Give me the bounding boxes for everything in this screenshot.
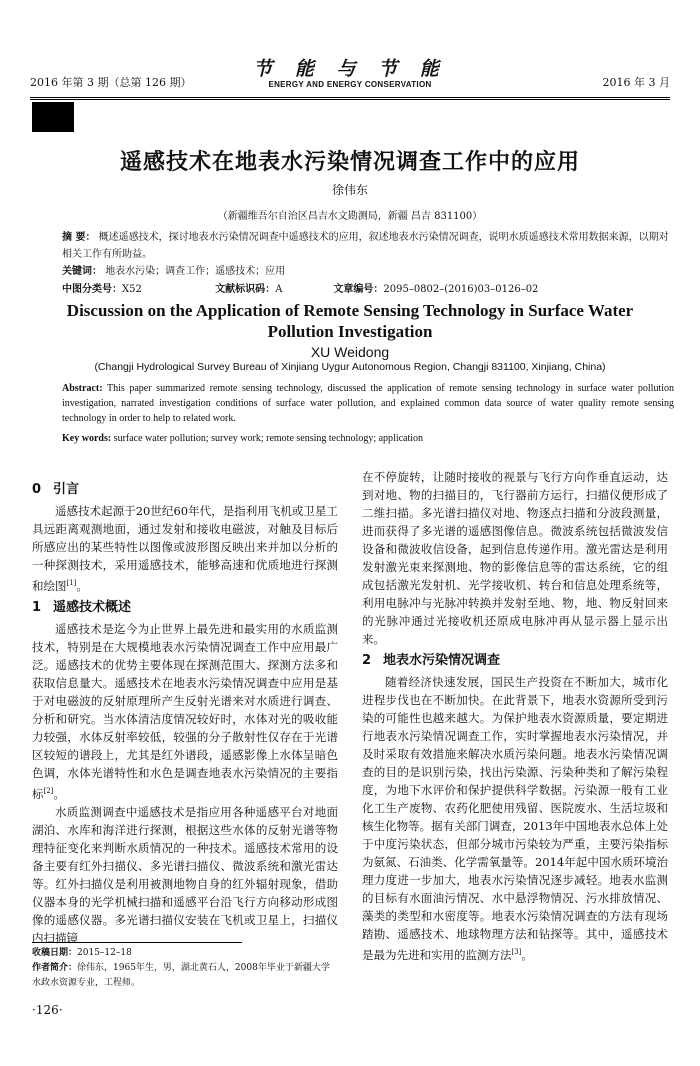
bio-text: 徐伟东，1965年生，男，湖北黄石人，2008年毕业于新疆大学水政水资源专业，工程师。 (32, 963, 330, 988)
header-rule-thin (30, 99, 670, 100)
section-2-paragraph: 随着经济快速发展，国民生产投资在不断加大，城市化进程步伐也在不断加快。在此背景下，地表水资源所受到污染的可能性也越来越大。为保护地表水资源质量，要定期进行地表水污染情况调查工作，实时掌握地表水污染情况，并及时采取有效措施来解决水质污染问题。地表水污染情况调查的目的是识别污染，找出污染源、污染种类和了解污染程度，为地下水评价和保护提供科学数据。污染源一般有工业化工生产废物、农药化肥使用残留、医院废水、生活垃圾和核生化物等。据有关部门调查，2013年中国地表水总体上处于中度污染状态，但部分城市污染较为严重，主要污染指标为氨氮、石油类、化学需氧量等。2014年起中国水质环境治理力度进一步加大，地表水污染情况逐步减轻。地表水监测的目标有水面油污情况、水中悬浮物情况、污水排放情况、藻类的类型和水密度等。地表水污染情况调查的方法有现场踏勘、遥感技术、地球物理方法和钻探等。其中，遥感技术是最为先进和实用的监测方法[3]。 (362, 675, 668, 962)
clc-field (62, 280, 212, 295)
section-2-title: 地表水污染情况调查 (383, 653, 501, 668)
issue-info: 2016 年第 3 期（总第 126 期） (30, 76, 192, 89)
section-0-title: 引言 (53, 482, 80, 497)
section-2-number: 2 (362, 653, 372, 668)
received-date (32, 946, 338, 961)
header-rule (30, 97, 670, 98)
section-0-paragraph: 遥感技术起源于20世纪60年代，是指利用飞机或卫星工具远距离观测地面，通过发射和接收电磁波，对触及目标后所感应出的某些特性以图像或波形图反映出来并加以分析的一种探测技术，采用遥感技术，能够高速和优质地进行探测和绘图[1]。 (32, 504, 338, 593)
received-label: 收稿日期： (32, 948, 78, 958)
abstract-cn (62, 229, 674, 280)
doc-code-field (215, 280, 330, 295)
journal-name-en: ENERGY AND ENERGY CONSERVATION (268, 80, 432, 89)
keywords-cn-text: 地表水污染；调查工作；遥感技术；应用 (105, 266, 286, 277)
journal-name-cn: 节 能 与 节 能 (253, 58, 447, 80)
received-value: 2015–12–18 (77, 948, 132, 958)
section-1-title: 遥感技术概述 (53, 599, 132, 615)
footnote-rule (32, 942, 242, 943)
section-1-paragraph-2: 水质监测调查中遥感技术是指应用各种遥感平台对地面湖泊、水库和海洋进行探测，根据这些水体的反射光谱等物理特征变化来判断水质情况的一种技术。遥感技术常用的设备主要有红外扫描仪、多光谱扫描仪、微波系统和激光雷达等。红外扫描仪是利用被测地物自身的红外辐射现象，借助仪器本身的光学机械扫描和遥感平台沿飞行方向移动形成图像的遥感仪器。多光谱扫描仪安装在飞机或卫星上，扫描仪内扫描镜 (32, 804, 338, 945)
abstract-cn-label: 摘 要： (62, 232, 96, 243)
body-column-right (362, 468, 668, 964)
section-2-heading (362, 652, 668, 670)
author-name-en: XU Weidong (310, 344, 390, 360)
article-number-value: 2095–0802–(2016)03–0126–02 (383, 284, 539, 295)
author-name: 徐伟东 (331, 183, 368, 197)
section-marker-block (32, 102, 74, 132)
citation-1: [1] (66, 579, 77, 587)
citation-2: [2] (43, 786, 54, 795)
abstract-cn-text: 概述遥感技术，探讨地表水污染情况调查中遥感技术的应用，叙述地表水污染情况调查，说明水质遥感技术常用数据来源，以期对相关工作有所助益。 (62, 232, 669, 260)
classification-meta (62, 280, 674, 295)
section-1-paragraph-1: 遥感技术是迄今为止世界上最先进和最实用的水质监测技术，特别是在大规模地表水污染情况调查工作中应用最广泛。遥感技术的优势主要体现在探测范围大、探测方法多和获取信息量大。遥感技术在地表水污染情况调查中应用是基于对电磁波的反射原理所产生反射光谱来对水质进行调查、分析和研究。当水体清洁度情况较好时，水体对光的吸收能力较强，水体反射率较低，较强的分子散射性仅存在于光谱区较短的谱段上，尤其是红外谱段，遥感影像上水体呈暗色色调，水体光谱特性和水色是调查地表水污染情况的主要指标[2]。 (32, 621, 338, 801)
section-0-number: 0 (32, 482, 42, 497)
abstract-cn-body (62, 229, 674, 263)
body-column-left (32, 477, 338, 947)
section-1-number: 1 (32, 599, 42, 615)
article-number-label: 文章编号： (333, 284, 384, 295)
section-1-paragraph-2-continued: 在不停旋转，让随时接收的视景与飞行方向作垂直运动，达到对地、物的扫描目的，飞行器前方运行，扫描仪便形成了二维扫描。多光谱扫描仪对地、物逐点扫描和分波段测量，进而获得了多光谱的遥感图像信息。微波系统包括微波发信设备和微波收信设备，起到信息传递作用。激光雷达是利用发射激光束来探测地、物的影像信息等的雷达系统，它的组成包括激光发射机、光学接收机、转台和信息处理系统等，利用电脉冲与光脉冲转换并发射至地、物，地、物反射回来的光脉冲通过光接收机还原成电脉冲再从显示器上显示出来。 (362, 470, 668, 646)
section-0-heading (32, 481, 338, 499)
citation-3: [3] (511, 948, 522, 956)
keywords-cn-label: 关键词： (62, 266, 102, 277)
clc-label: 中图分类号： (62, 284, 122, 295)
abstract-en-text: This paper summarized remote sensing technology, discussed the application of remote sensing technology in surface water pollution investigation, narrated investigation conditions of surface water pollution, and explained common data source of water quality remote sensing technology in order to help to related work. (62, 383, 675, 424)
article-title-en: Discussion on the Application of Remote Sensing Technology in Surface Water Pollution Investigation (66, 301, 634, 341)
author-bio (32, 961, 338, 991)
abstract-en-label: Abstract: (62, 383, 103, 394)
keywords-en-text: surface water pollution; survey work; remote sensing technology; application (113, 433, 424, 444)
page-number: ·126· (32, 1003, 63, 1017)
issue-date: 2016 年 3 月 (602, 76, 670, 89)
keywords-en (62, 433, 674, 444)
abstract-en (62, 381, 674, 426)
keywords-cn (62, 263, 674, 280)
bio-label: 作者简介： (32, 963, 78, 973)
journal-name (0, 58, 700, 89)
article-title: 遥感技术在地表水污染情况调查工作中的应用 (119, 150, 580, 175)
doc-code-label: 文献标识码： (215, 284, 276, 295)
clc-value: X52 (122, 284, 142, 295)
running-header (0, 58, 700, 98)
article-number-field (333, 280, 538, 295)
footnote (32, 946, 338, 991)
author-affiliation: （新疆维吾尔自治区昌吉水文勘测局，新疆 昌吉 831100） (217, 211, 483, 222)
keywords-en-label: Key words: (62, 433, 112, 444)
section-1-heading (32, 599, 338, 617)
author-affiliation-en: (Changji Hydrological Survey Bureau of Xinjiang Uygur Autonomous Region, Changji 831100, Xinjiang, China) (94, 361, 606, 373)
doc-code-value: A (275, 284, 283, 295)
